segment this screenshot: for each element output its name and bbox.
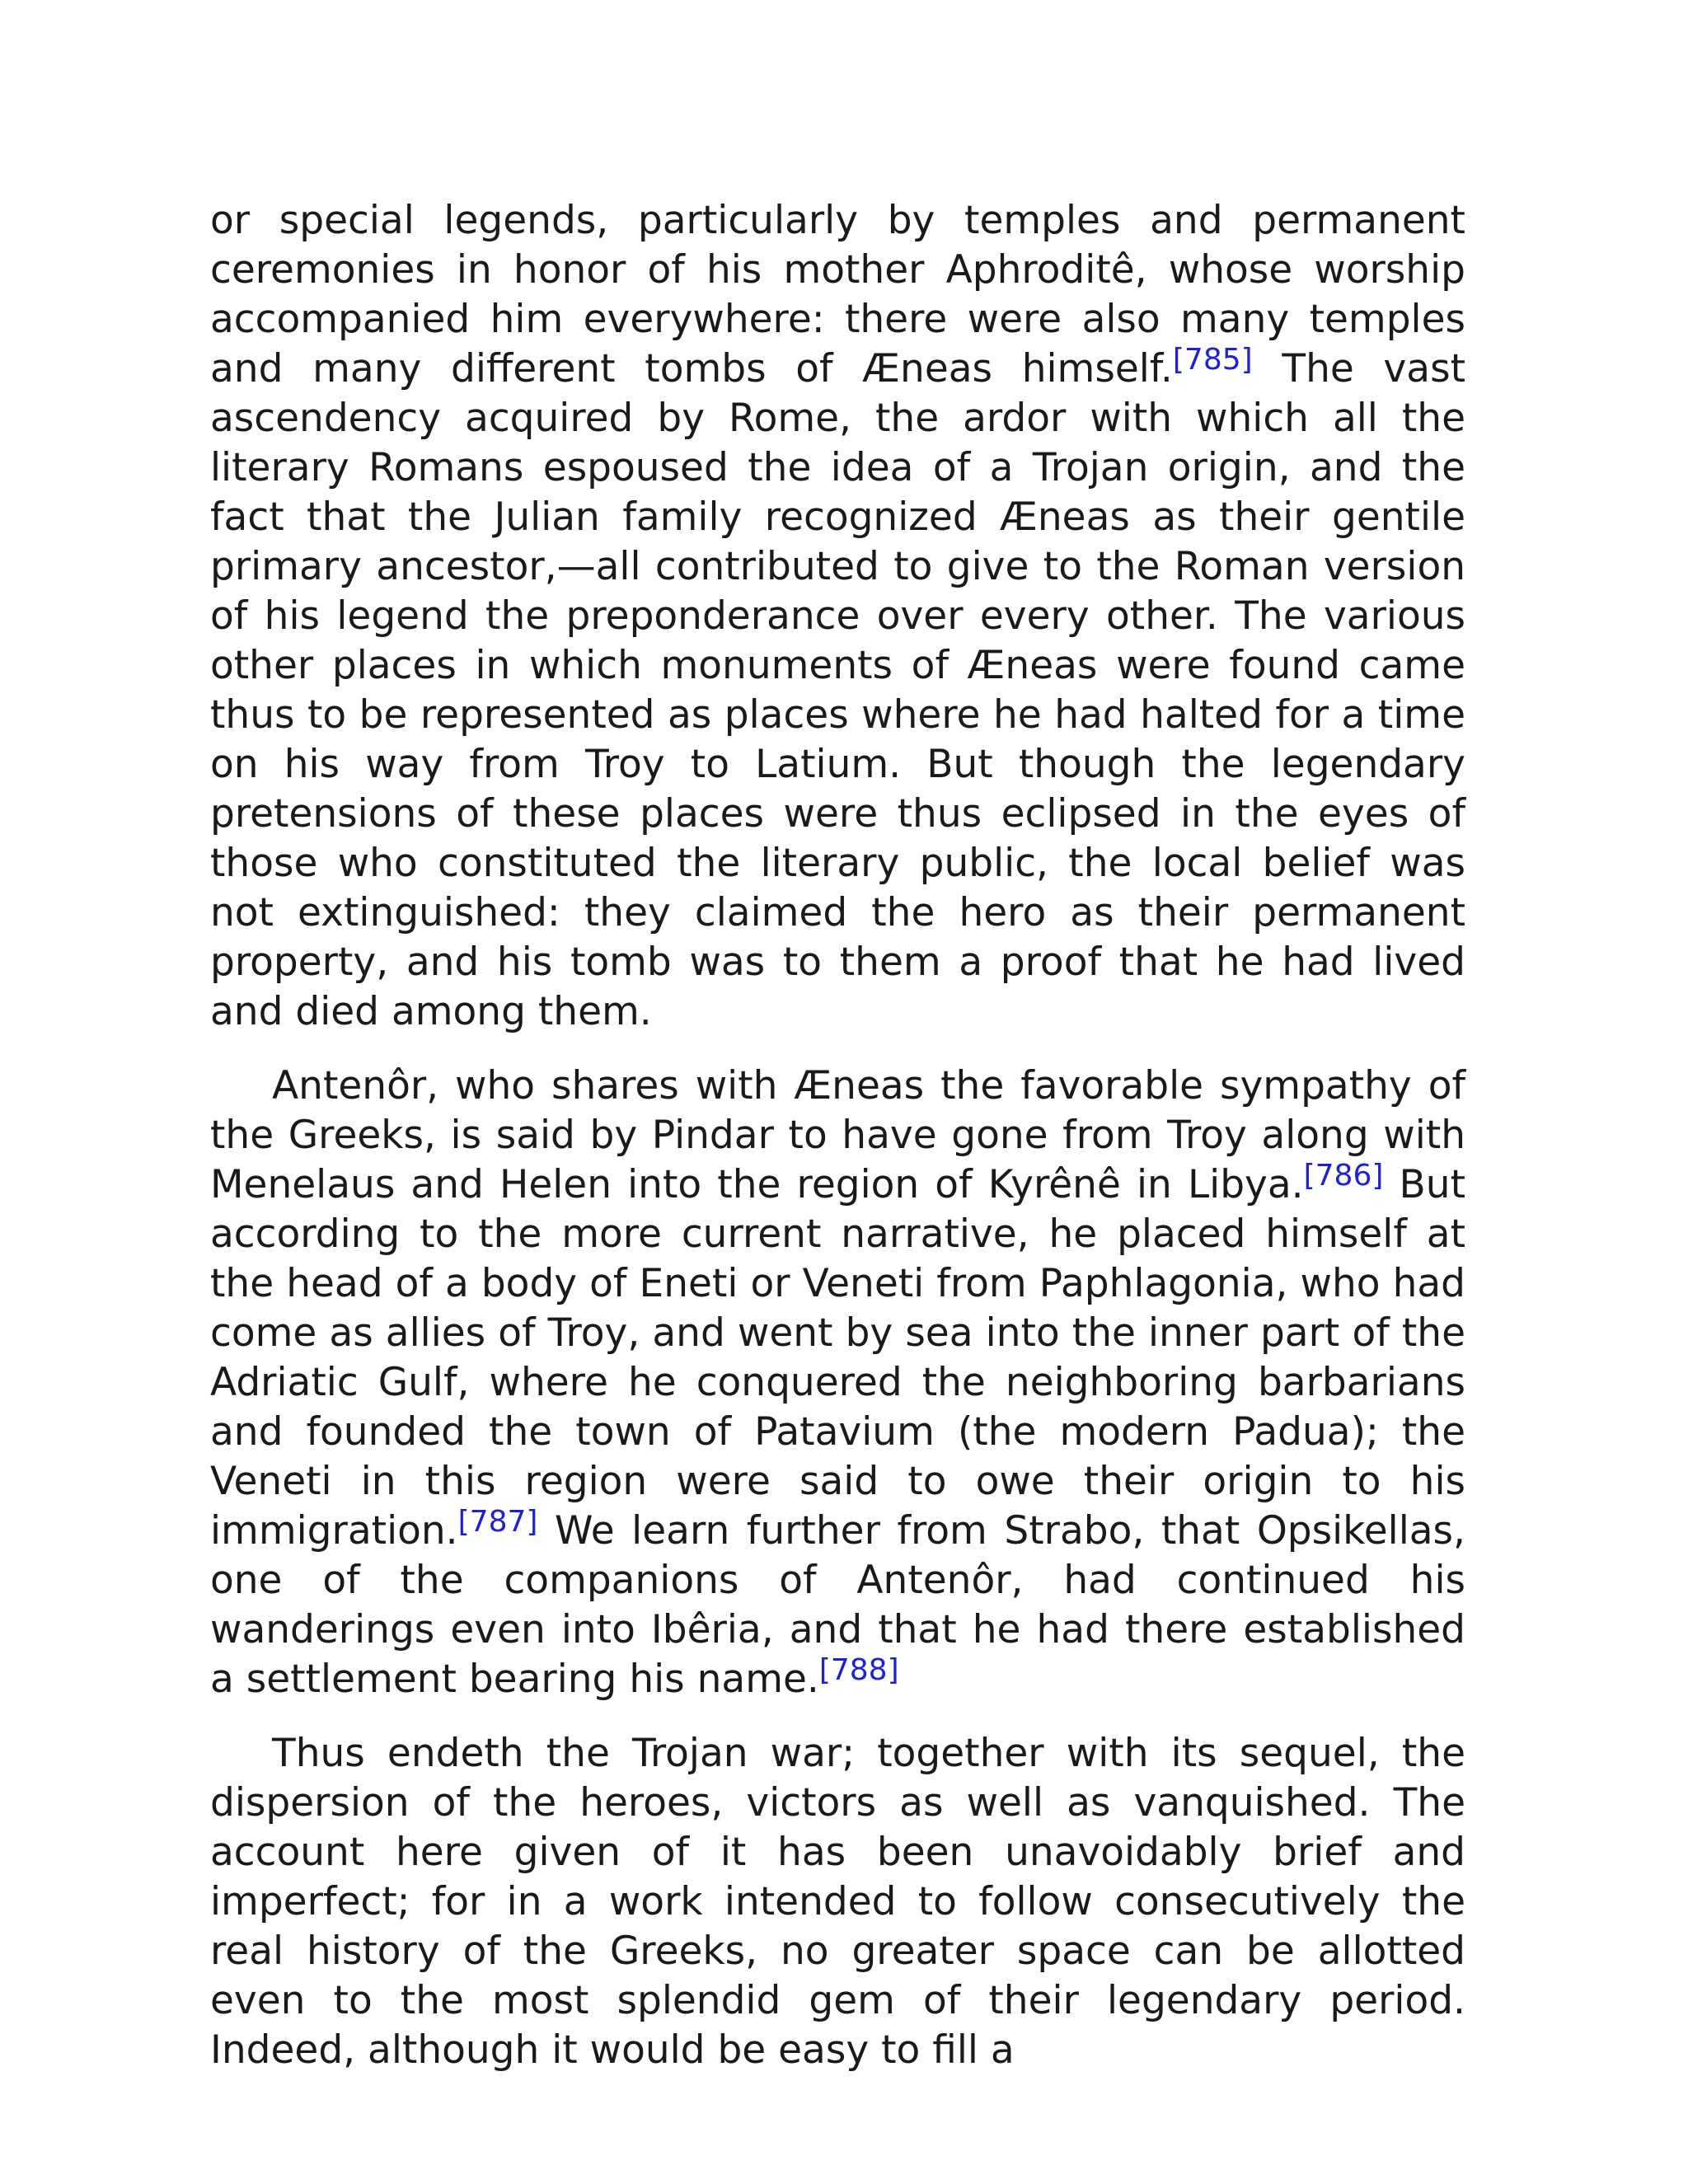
footnote-link-787[interactable]: [787]: [457, 1505, 538, 1539]
paragraph-text: We learn further from Strabo, that Opsikellas, one of the companions of Antenôr, had continued his wanderings even into Ibêria, and that he had there established a settlement bearing his name.: [210, 1508, 1465, 1702]
paragraph-text: or special legends, particularly by temples and permanent ceremonies in honor of his mother Aphroditê, whose worship accompanied him everywhere: there were also many temples and many different tombs of Æneas himself.: [210, 198, 1465, 391]
paragraph-text: But according to the more current narrative, he placed himself at the head of a body of Eneti or Veneti from Paphlagonia, who had come as allies of Troy, and went by sea into the inner part of the Adriatic Gulf, where he conquered the neighboring barbarians and founded the town of Patavium (the modern Padua); the Veneti in this region were said to owe their origin to his immigration.: [210, 1162, 1465, 1554]
paragraph-text: The vast ascendency acquired by Rome, the ardor with which all the literary Romans espoused the idea of a Trojan origin, and the fact that the Julian family recognized Æneas as their gentile primary ancestor,—all contributed to give to the Roman version of his legend the preponderance over every other. The various other places in which monuments of Æneas were found came thus to be represented as places where he had halted for a time on his way from Troy to Latium. But though the legendary pretensions of these places were thus eclipsed in the eyes of those who constituted the literary public, the local belief was not extinguished: they claimed the hero as their permanent property, and his tomb was to them a proof that he had lived and died among them.: [210, 346, 1466, 1034]
footnote-link-786[interactable]: [786]: [1303, 1159, 1384, 1193]
paragraph-aeneas-legends: [210, 196, 1465, 1037]
paragraph-trojan-war-end: [210, 1729, 1465, 2075]
paragraph-text: Thus endeth the Trojan war; together with its sequel, the dispersion of the heroes, victors as well as vanquished. The account here given of it has been unavoidably brief and imperfect; for in a work intended to follow consecutively the real history of the Greeks, no greater space can be allotted even to the most splendid gem of their legendary period. Indeed, although it would be easy to fill a: [210, 1731, 1465, 2073]
footnote-link-788[interactable]: [788]: [818, 1653, 899, 1687]
footnote-link-785[interactable]: [785]: [1172, 343, 1253, 377]
paragraph-antenor: [210, 1062, 1465, 1704]
document-page: [210, 196, 1465, 2100]
paragraph-text: Antenôr, who shares with Æneas the favorable sympathy of the Greeks, is said by Pindar to have gone from Troy along with Menelaus and Helen into the region of Kyrênê in Libya.: [210, 1063, 1465, 1207]
